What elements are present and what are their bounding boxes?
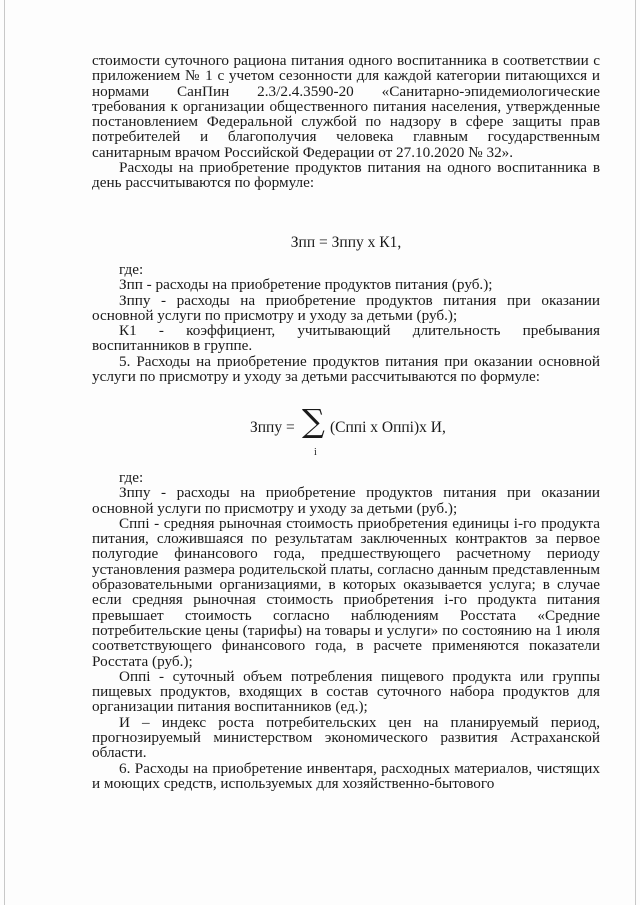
definition-sppi: Сппi - средняя рыночная стоимость приобретения единицы i-го продукта питания, сложившаяся по результатам заключенных контрактов за первое полугодие финансового года, предшествующего расчетному периоду установления размера родительской платы, согласно данным представленным образовательными организациями, в которых оказывается услуга; в случае если средняя рыночная стоимость приобретения i-го продукта питания превышает стоимость согласно наблюдениям Росстата «Средние потребительские цены (тарифы) на товары и услуги» по состоянию на 1 июля соответствующего финансового года, в расчете применяются показатели Росстата (руб.); [92,514,600,670]
definition-zppu: Зппу - расходы на приобретение продуктов питания при оказании основной услуги по присмотру и уходу за детьми (руб.); [92,291,600,324]
definition-k1: К1 - коэффициент, учитывающий длительность пребывания воспитанников в группе. [92,322,600,355]
definition-oppi: Оппi - суточный объем потребления пищевого продукта или группы пищевых продуктов, входящих в состав суточного набора продуктов для организации питания воспитанников (ед.); [92,667,600,716]
formula-zppu-right: (Сппi х Оппi)х И, [330,419,446,436]
label-gde: где: [119,261,144,278]
scan-edge-right [635,0,636,905]
scan-edge-left [4,0,5,905]
paragraph-continuation: стоимости суточного рациона питания одного воспитанника в соответствии с приложением № 1 с учетом сезонности для каждой категории питающихся и нормами СанПин 2.3/2.4.3590-20 «Санитарно-эпидемиологические требования к организации общественного питания населения, утвержденные постановлением Федеральной службой по надзору в сфере защиты прав потребителей и благополучия человека главным государственным санитарным врачом Российской Федерации от 27.10.2020 № 32». [92,52,600,161]
text-block-definitions-2 [92,470,600,791]
sum-index: i [314,447,317,458]
definition-index: И – индекс роста потребительских цен на планируемый период, прогнозируемый министерством экономического развития Астраханской области. [92,713,600,762]
paragraph-5: 5. Расходы на приобретение продуктов питания при оказании основной услуги по присмотру и уходу за детьми рассчитываются по формуле: [92,352,600,386]
label-gde: где: [119,469,144,486]
formula-zppu-left: Зппу = [250,419,295,436]
text-block-top [92,53,600,191]
paragraph-6: 6. Расходы на приобретение инвентаря, расходных материалов, чистящих и моющих средств, используемых для хозяйственно-бытового [92,759,600,792]
definition-zpp: Зпп - расходы на приобретение продуктов питания (руб.); [119,276,493,294]
paragraph-daily-expenses: Расходы на приобретение продуктов питания на одного воспитанника в день рассчитываются по формуле: [92,159,600,192]
text-block-definitions-1 [92,262,600,384]
formula-zpp: Зпп = Зппу х К1, [290,234,402,251]
definition-zppu-2: Зппу - расходы на приобретение продуктов питания при оказании основной услуги по присмотру и уходу за детьми (руб.); [92,484,600,517]
sum-sign: ∑ [302,402,325,440]
